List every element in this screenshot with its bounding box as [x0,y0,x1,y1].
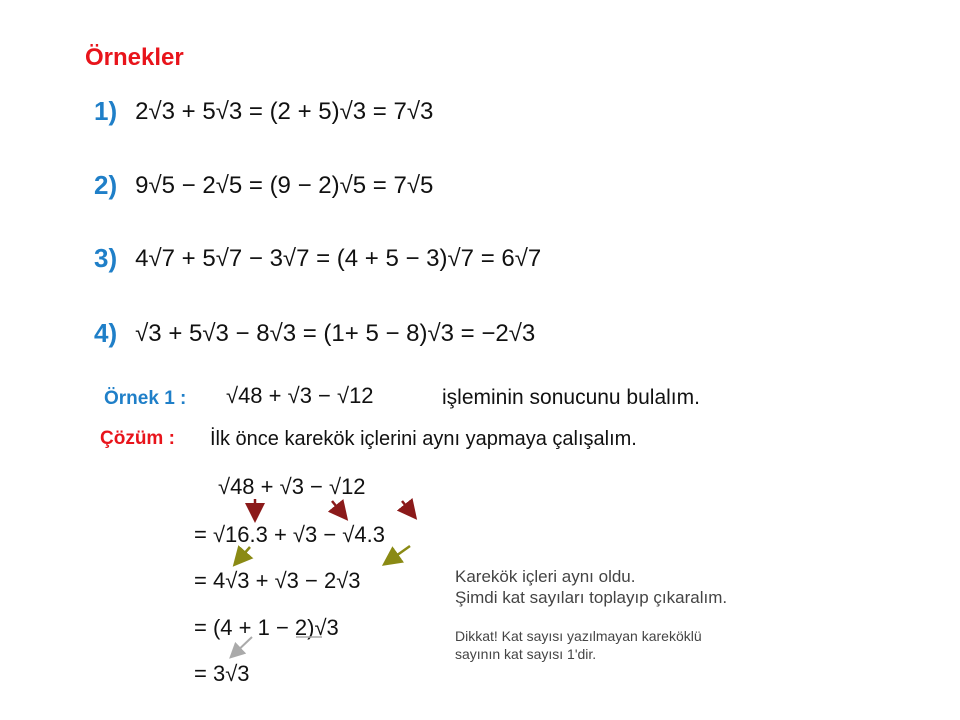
note-line-1: Karekök içleri aynı oldu. [455,567,636,586]
note-line-3: Dikkat! Kat sayısı yazılmayan kareköklü [455,628,702,644]
example-expression: 2√3 + 5√3 = (2 + 5)√3 = 7√3 [135,97,434,125]
page-title: Örnekler [85,44,184,71]
solution-step-1: √48 + √3 − √12 [218,474,366,499]
example1-text: işleminin sonucunu bulalım. [442,386,700,409]
example-expression: 9√5 − 2√5 = (9 − 2)√5 = 7√5 [135,171,434,199]
solution-step-5: = 3√3 [194,661,250,686]
note-line-4: sayının kat sayısı 1'dir. [455,646,597,662]
example-number: 4) [94,318,118,348]
solution-label: Çözüm : [100,428,175,449]
note-line-2: Şimdi kat sayıları toplayıp çıkaralım. [455,588,728,607]
solution-step-3: = 4√3 + √3 − 2√3 [194,568,361,593]
arrow-down-icon [386,546,410,563]
example-number: 2) [94,170,118,200]
example-number: 1) [94,96,118,126]
arrow-down-icon [402,501,414,516]
arrow-down-icon [236,547,250,563]
example-expression: 4√7 + 5√7 − 3√7 = (4 + 5 − 3)√7 = 6√7 [135,244,542,272]
arrow-down-icon [332,501,345,517]
example-expression: √3 + 5√3 − 8√3 = (1+ 5 − 8)√3 = −2√3 [135,319,536,347]
solution-text: İlk önce karekök içlerini aynı yapmaya çalışalım. [210,428,637,450]
solution-step-2: = √16.3 + √3 − √4.3 [194,522,385,547]
example1-expression: √48 + √3 − √12 [226,383,374,408]
solution-step-4: = (4 + 1 − 2)√3 [194,615,339,640]
example1-label: Örnek 1 : [104,388,187,409]
example-number: 3) [94,243,118,273]
arrow-down-icon [232,637,252,656]
